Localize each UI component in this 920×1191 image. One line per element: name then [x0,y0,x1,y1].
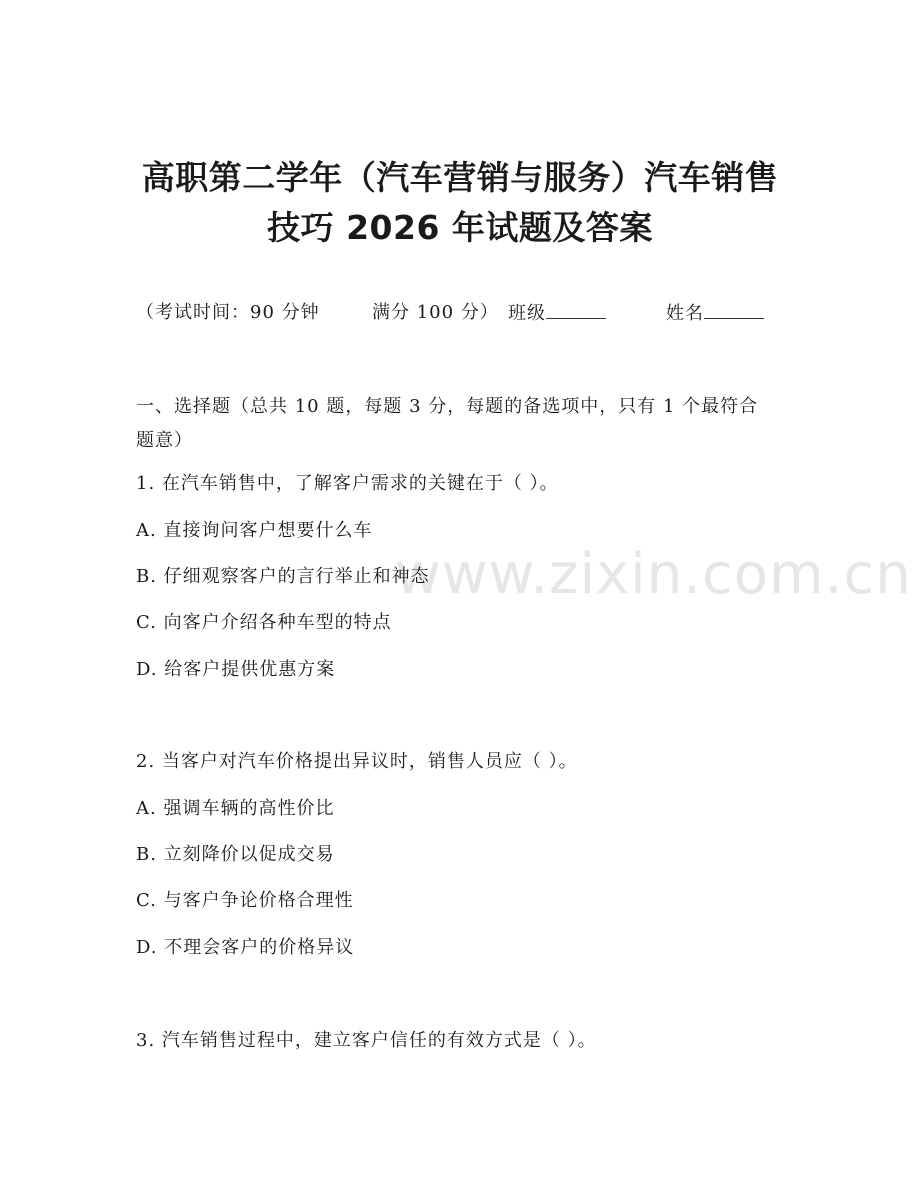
question-2-option-b: B. 立刻降价以促成交易 [136,844,335,865]
question-3-stem: 3. 汽车销售过程中，建立客户信任的有效方式是（ ）。 [136,1030,597,1051]
class-label: 班级 [508,303,546,324]
watermark: www.zixin.com.cn [395,542,912,607]
question-1-option-d: D. 给客户提供优惠方案 [136,659,336,680]
name-blank [704,300,764,319]
document-title-line1: 高职第二学年（汽车营销与服务）汽车销售 [141,158,779,197]
question-1-option-a: A. 直接询问客户想要什么车 [136,520,373,541]
class-field [508,300,606,327]
exam-info-time: （考试时间：90 分钟 [136,302,320,323]
question-2-option-c: C. 与客户争论价格合理性 [136,890,354,911]
exam-info-score: 满分 100 分） [372,302,499,323]
question-1-option-b: B. 仔细观察客户的言行举止和神态 [136,566,430,587]
question-2-option-a: A. 强调车辆的高性价比 [136,798,335,819]
question-1-stem: 1. 在汽车销售中，了解客户需求的关键在于（ ）。 [136,473,559,494]
name-field [666,300,764,327]
name-label: 姓名 [666,303,704,324]
document-title-line2: 技巧 2026 年试题及答案 [267,208,653,247]
question-2-stem: 2. 当客户对汽车价格提出异议时，销售人员应（ ）。 [136,751,578,772]
question-1-option-c: C. 向客户介绍各种车型的特点 [136,612,392,633]
question-2-option-d: D. 不理会客户的价格异议 [136,937,355,958]
class-blank [546,300,606,319]
section-1-heading: 一、选择题（总共 10 题，每题 3 分，每题的备选项中，只有 1 个最符合题意） [136,396,759,451]
